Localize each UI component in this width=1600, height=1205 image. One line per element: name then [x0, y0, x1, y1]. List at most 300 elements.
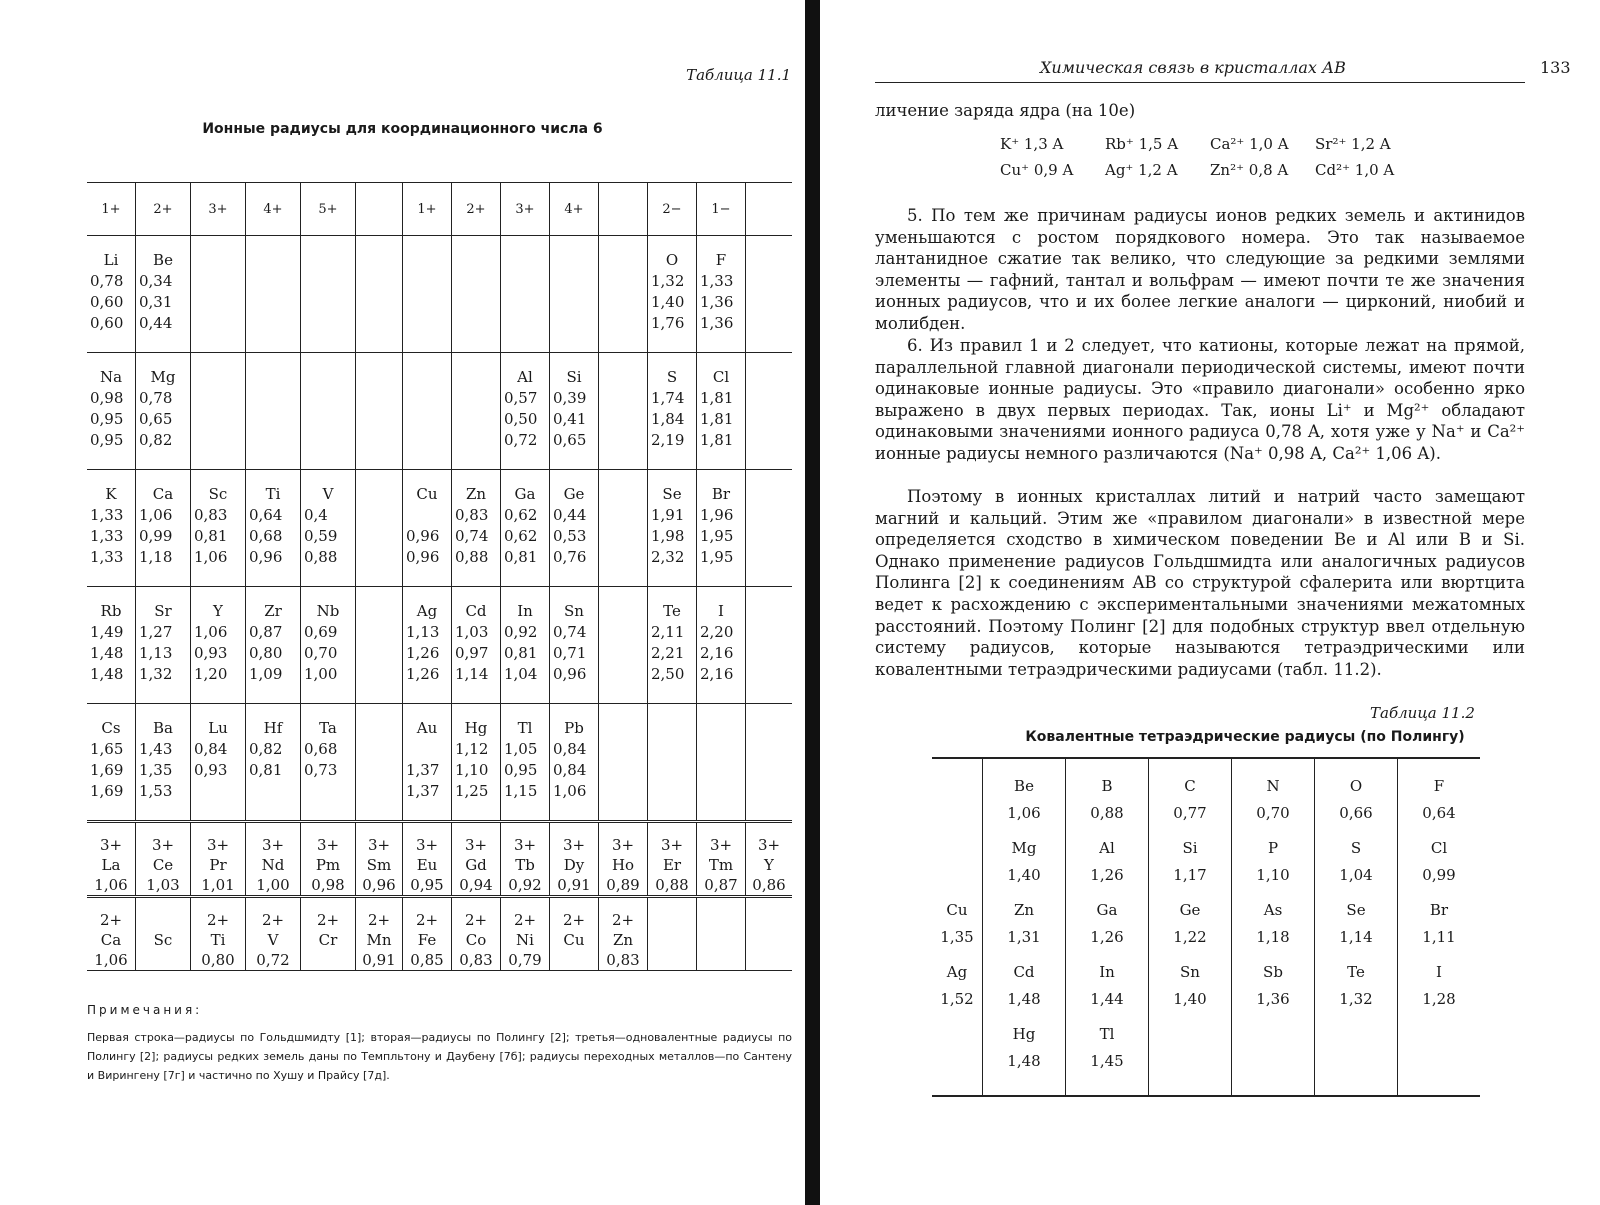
- radius-value: 1,76: [651, 314, 685, 332]
- element-symbol: Nd: [261, 856, 285, 874]
- radius-value: 0,91: [557, 876, 591, 894]
- element-row: [87, 587, 792, 704]
- element-symbol: Cu: [946, 901, 968, 919]
- element-symbol: Te: [1347, 963, 1365, 981]
- element-symbol: La: [101, 856, 121, 874]
- element-cell: [599, 897, 648, 971]
- element-cell: [697, 897, 746, 971]
- radius-value: 1,35: [139, 761, 173, 779]
- covalent-entry: [983, 773, 1065, 835]
- radius-value: 1,10: [1256, 866, 1290, 884]
- charge-label: [651, 910, 693, 930]
- radius-value: [139, 950, 187, 970]
- element-symbol: Mg: [150, 368, 176, 386]
- charge-label: 3+: [316, 836, 340, 854]
- element-cell: [501, 822, 550, 897]
- header-cell: 1−: [697, 183, 746, 236]
- radius-value: 0,93: [194, 761, 228, 779]
- element-cell: [136, 587, 191, 704]
- element-symbol: Sm: [366, 856, 392, 874]
- element-symbol: Tm: [708, 856, 734, 874]
- element-symbol: Ca: [100, 931, 122, 949]
- radius-value: 1,40: [1007, 866, 1041, 884]
- element-symbol: [1149, 1021, 1231, 1048]
- radius-value: 1,28: [1422, 990, 1456, 1008]
- radius-value: 1,26: [1090, 866, 1124, 884]
- radius-value: 1,09: [249, 665, 283, 683]
- element-cell: [136, 353, 191, 470]
- element-symbol: Tl: [1099, 1025, 1115, 1043]
- radius-value: 0,98: [311, 876, 345, 894]
- element-symbol: Br: [1429, 901, 1449, 919]
- radius-value: 1,06: [553, 782, 587, 800]
- element-cell: [403, 470, 452, 587]
- radius-value: 0,76: [553, 548, 587, 566]
- covalent-column: [1149, 758, 1232, 1096]
- charge-label: 3+: [464, 836, 488, 854]
- radius-value: 0,92: [508, 876, 542, 894]
- radius-value: 0,99: [139, 527, 173, 545]
- radius-value: 1,06: [1007, 804, 1041, 822]
- element-symbol: [1398, 1021, 1480, 1048]
- element-cell: [87, 236, 136, 353]
- radius-value: 0,96: [249, 548, 283, 566]
- element-cell: [648, 704, 697, 822]
- element-symbol: Cr: [318, 931, 338, 949]
- radius-value: 0,31: [139, 293, 173, 311]
- header-cell: 5+: [301, 183, 356, 236]
- element-symbol: [932, 1021, 982, 1048]
- radius-value: 1,03: [455, 623, 489, 641]
- radius-value: 0,83: [194, 506, 228, 524]
- element-symbol: Gd: [465, 856, 487, 874]
- covalent-entry: [1232, 959, 1314, 1021]
- radius-value: 1,74: [651, 389, 685, 407]
- element-symbol: C: [1184, 777, 1196, 795]
- element-cell: [356, 470, 403, 587]
- charge-label: 2+: [316, 911, 340, 929]
- covalent-entry: [1149, 773, 1231, 835]
- element-cell: [746, 470, 793, 587]
- element-symbol: Ag: [416, 602, 438, 620]
- radius-value: [553, 950, 595, 970]
- radius-value: 0,70: [1256, 804, 1290, 822]
- radius-value: 1,32: [139, 665, 173, 683]
- radius-value: 1,14: [455, 665, 489, 683]
- radius-value: 1,00: [304, 665, 338, 683]
- element-cell: [191, 587, 246, 704]
- radius-value: [932, 800, 982, 827]
- element-cell: [246, 587, 301, 704]
- element-symbol: Cs: [101, 719, 121, 737]
- element-row: [87, 236, 792, 353]
- element-cell: [550, 470, 599, 587]
- covalent-entry: [1398, 773, 1480, 835]
- element-cell: [403, 236, 452, 353]
- radius-value: 0,87: [249, 623, 283, 641]
- element-cell: [301, 822, 356, 897]
- element-symbol: Ce: [152, 856, 174, 874]
- element-symbol: In: [1099, 963, 1115, 981]
- covalent-entry: [932, 959, 982, 1021]
- element-symbol: Al: [1099, 839, 1115, 857]
- table-header-row: [87, 183, 792, 236]
- element-symbol: Se: [1346, 901, 1366, 919]
- element-symbol: Ti: [265, 485, 281, 503]
- running-header: [875, 58, 1571, 83]
- covalent-entry: [1232, 1021, 1314, 1083]
- radius-value: 0,41: [553, 410, 587, 428]
- radius-value: 1,95: [700, 548, 734, 566]
- element-cell: [356, 236, 403, 353]
- ions-row-1: [1000, 135, 1420, 153]
- element-cell: [356, 353, 403, 470]
- element-symbol: Nb: [316, 602, 340, 620]
- radius-value: [406, 505, 448, 526]
- radius-value: 1,25: [455, 782, 489, 800]
- element-cell: [403, 704, 452, 822]
- radius-value: 1,84: [651, 410, 685, 428]
- element-cell: [648, 587, 697, 704]
- element-symbol: Ti: [210, 931, 226, 949]
- element-cell: [301, 704, 356, 822]
- element-symbol: Zn: [1013, 901, 1035, 919]
- radius-value: 2,16: [700, 644, 734, 662]
- covalent-column: [1066, 758, 1149, 1096]
- element-cell: [501, 353, 550, 470]
- element-cell: [356, 704, 403, 822]
- table-label: Таблица 11.1: [686, 66, 791, 84]
- covalent-column: [1232, 758, 1315, 1096]
- radius-value: 0,95: [90, 431, 124, 449]
- radius-value: 1,18: [1256, 928, 1290, 946]
- notes-text: Первая строка—радиусы по Гольдшмидту [1]; вторая—радиусы по Полингу [2]; третья—одновалентные радиусы по Полингу [2]; радиусы редких земель даны по Темпльтону и Даубену [7б]; радиусы переходных металлов—по Сантену и Вирингену [7г] и частично по Хушу и Прайсу [7д].: [87, 1031, 792, 1082]
- radius-value: 0,95: [410, 876, 444, 894]
- radius-value: 1,37: [406, 782, 440, 800]
- radius-value: 0,60: [90, 314, 124, 332]
- radius-value: 0,97: [455, 644, 489, 662]
- element-cell: [87, 897, 136, 971]
- element-symbol: O: [665, 251, 679, 269]
- element-cell: [599, 822, 648, 897]
- element-symbol: I: [1436, 963, 1442, 981]
- radius-value: [304, 950, 352, 970]
- charge-label: 2+: [464, 911, 488, 929]
- element-cell: [356, 897, 403, 971]
- radius-value: 1,44: [1090, 990, 1124, 1008]
- covalent-entry: [1232, 897, 1314, 959]
- radius-value: 0,99: [1422, 866, 1456, 884]
- element-cell: [501, 470, 550, 587]
- radius-value: 1,22: [1173, 928, 1207, 946]
- element-symbol: Ta: [319, 719, 337, 737]
- radius-value: 1,53: [139, 782, 173, 800]
- covalent-entry: [1398, 897, 1480, 959]
- element-cell: [746, 236, 793, 353]
- element-cell: [501, 236, 550, 353]
- element-symbol: Mg: [1011, 839, 1037, 857]
- radius-value: 2,20: [700, 623, 734, 641]
- radius-value: 0,84: [553, 740, 587, 758]
- element-cell: [648, 353, 697, 470]
- radius-value: 0,74: [455, 527, 489, 545]
- radius-value: 1,33: [90, 527, 124, 545]
- radius-value: 0,72: [504, 431, 538, 449]
- radius-value: 0,89: [606, 876, 640, 894]
- radius-value: 0,84: [553, 761, 587, 779]
- element-cell: [452, 236, 501, 353]
- covalent-entry: [932, 1021, 982, 1083]
- table2-title: Ковалентные тетраэдрические радиусы (по Полингу): [1025, 729, 1465, 745]
- radius-value: [1149, 1048, 1231, 1075]
- header-cell: [599, 183, 648, 236]
- ionic-radii-table: [87, 182, 792, 971]
- charge-label: 2+: [206, 911, 230, 929]
- radius-value: 1,06: [194, 548, 228, 566]
- element-symbol: Dy: [563, 856, 585, 874]
- ions-row-2: [1000, 161, 1420, 179]
- radius-value: 1,13: [139, 644, 173, 662]
- element-cell: [87, 822, 136, 897]
- element-cell: [136, 897, 191, 971]
- element-cell: [550, 236, 599, 353]
- radius-value: 0,81: [194, 527, 228, 545]
- header-cell: 1+: [403, 183, 452, 236]
- element-symbol: Si: [566, 368, 582, 386]
- radius-value: 1,43: [139, 740, 173, 758]
- radius-value: 0,83: [606, 951, 640, 969]
- radius-value: 0,80: [249, 644, 283, 662]
- radius-value: [932, 862, 982, 889]
- radius-value: 1,15: [504, 782, 538, 800]
- radius-value: 1,40: [651, 293, 685, 311]
- element-symbol: Be: [1014, 777, 1034, 795]
- covalent-entry: [983, 959, 1065, 1021]
- covalent-entry: [1315, 835, 1397, 897]
- radius-value: 0,94: [459, 876, 493, 894]
- element-symbol: Zn: [612, 931, 634, 949]
- element-cell: [301, 897, 356, 971]
- element-symbol: Tl: [517, 719, 533, 737]
- radius-value: 1,33: [90, 506, 124, 524]
- element-symbol: Hg: [464, 719, 488, 737]
- radius-value: 1,69: [90, 782, 124, 800]
- element-symbol: I: [718, 602, 724, 620]
- radius-value: 0,96: [406, 527, 440, 545]
- element-cell: [599, 236, 648, 353]
- radius-value: 0,92: [504, 623, 538, 641]
- charge-label: 3+: [415, 836, 439, 854]
- radius-value: 0,50: [504, 410, 538, 428]
- element-cell: [599, 587, 648, 704]
- element-cell: [301, 236, 356, 353]
- radius-value: 1,20: [194, 665, 228, 683]
- covalent-entry: [1398, 835, 1480, 897]
- radius-value: 1,48: [1007, 990, 1041, 1008]
- element-symbol: [700, 930, 742, 950]
- radius-value: 0,65: [139, 410, 173, 428]
- element-symbol: Hg: [1012, 1025, 1036, 1043]
- element-cell: [746, 353, 793, 470]
- element-symbol: Er: [662, 856, 682, 874]
- header-cell: 3+: [501, 183, 550, 236]
- charge-label: 3+: [660, 836, 684, 854]
- element-symbol: [651, 930, 693, 950]
- covalent-radii-table: [932, 757, 1480, 1097]
- element-symbol: F: [715, 251, 727, 269]
- radius-value: 1,95: [700, 527, 734, 545]
- covalent-entry: [1232, 835, 1314, 897]
- element-cell: [87, 587, 136, 704]
- radius-value: 1,35: [940, 928, 974, 946]
- intro-line: личение заряда ядра (на 10e): [875, 101, 1136, 120]
- charge-label: 2+: [261, 911, 285, 929]
- radius-value: 0,34: [139, 272, 173, 290]
- radius-value: 0,81: [504, 548, 538, 566]
- element-cell: [697, 822, 746, 897]
- covalent-entry: [1149, 959, 1231, 1021]
- radius-value: 1,81: [700, 410, 734, 428]
- radius-value: 0,84: [194, 740, 228, 758]
- radius-value: 1,65: [90, 740, 124, 758]
- element-cell: [501, 587, 550, 704]
- element-cell: [87, 470, 136, 587]
- radius-value: 0,80: [201, 951, 235, 969]
- lanthanide-row: [87, 822, 792, 897]
- header-cell: 2+: [136, 183, 191, 236]
- element-symbol: Mn: [366, 931, 392, 949]
- radius-value: 0,83: [455, 506, 489, 524]
- radius-value: 1,26: [406, 665, 440, 683]
- element-cell: [403, 897, 452, 971]
- radius-value: 0,85: [410, 951, 444, 969]
- covalent-entry: [1149, 1021, 1231, 1083]
- radius-value: [249, 781, 297, 802]
- element-cell: [550, 587, 599, 704]
- charge-label: 2+: [562, 911, 586, 929]
- radius-value: 0,68: [304, 740, 338, 758]
- radius-value: 0,44: [553, 506, 587, 524]
- radius-value: 0,88: [1090, 804, 1124, 822]
- page-number: 133: [1540, 58, 1571, 77]
- radius-value: 2,32: [651, 548, 685, 566]
- covalent-entry: [1149, 835, 1231, 897]
- element-symbol: Pm: [315, 856, 341, 874]
- element-symbol: Br: [711, 485, 731, 503]
- covalent-entry: [983, 835, 1065, 897]
- radius-value: 1,48: [90, 644, 124, 662]
- element-symbol: Zn: [465, 485, 487, 503]
- element-symbol: [1232, 1021, 1314, 1048]
- covalent-entry: [983, 897, 1065, 959]
- covalent-entry: [1066, 897, 1148, 959]
- radius-value: 0,91: [362, 951, 396, 969]
- radius-value: 0,79: [508, 951, 542, 969]
- element-symbol: Tb: [515, 856, 535, 874]
- covalent-entry: [1149, 897, 1231, 959]
- covalent-entry: [1398, 1021, 1480, 1083]
- radius-value: 1,36: [1256, 990, 1290, 1008]
- radius-value: 0,81: [504, 644, 538, 662]
- radius-value: 0,88: [655, 876, 689, 894]
- radius-value: 1,32: [651, 272, 685, 290]
- radius-value: 1,81: [700, 431, 734, 449]
- radius-value: 0,88: [455, 548, 489, 566]
- element-cell: [452, 897, 501, 971]
- element-cell: [191, 236, 246, 353]
- element-symbol: Y: [213, 602, 223, 620]
- element-cell: [550, 353, 599, 470]
- radius-value: 1,36: [700, 314, 734, 332]
- radius-value: 0,96: [406, 548, 440, 566]
- charge-label: 3+: [206, 836, 230, 854]
- element-cell: [452, 704, 501, 822]
- radius-value: 0,87: [704, 876, 738, 894]
- radius-value: 1,91: [651, 506, 685, 524]
- header-cell: 2+: [452, 183, 501, 236]
- radius-value: 0,74: [553, 623, 587, 641]
- radius-value: 0,39: [553, 389, 587, 407]
- radius-value: 1,32: [1339, 990, 1373, 1008]
- element-symbol: Co: [465, 931, 487, 949]
- element-symbol: V: [267, 931, 279, 949]
- radius-value: 2,50: [651, 665, 685, 683]
- covalent-column: [983, 758, 1066, 1096]
- element-cell: [599, 353, 648, 470]
- radius-value: 1,04: [1339, 866, 1373, 884]
- covalent-entry: [1066, 1021, 1148, 1083]
- element-symbol: Zr: [264, 602, 282, 620]
- radius-value: 1,31: [1007, 928, 1041, 946]
- element-symbol: V: [322, 485, 334, 503]
- charge-label: [700, 910, 742, 930]
- ion-value: Rb⁺ 1,5 A: [1105, 135, 1179, 153]
- element-cell: [136, 704, 191, 822]
- covalent-entry: [1315, 773, 1397, 835]
- element-symbol: F: [1433, 777, 1445, 795]
- element-cell: [87, 353, 136, 470]
- element-cell: [301, 587, 356, 704]
- element-cell: [648, 822, 697, 897]
- radius-value: 1,00: [256, 876, 290, 894]
- radius-value: 2,11: [651, 623, 685, 641]
- element-cell: [452, 353, 501, 470]
- element-symbol: Fe: [417, 931, 437, 949]
- element-symbol: Sr: [154, 602, 172, 620]
- radius-value: 1,26: [1090, 928, 1124, 946]
- covalent-column: [1398, 758, 1481, 1096]
- element-cell: [648, 897, 697, 971]
- radius-value: [1232, 1048, 1314, 1075]
- radius-value: 1,06: [94, 951, 128, 969]
- element-symbol: Sc: [153, 931, 173, 949]
- element-symbol: Pr: [209, 856, 227, 874]
- radius-value: 0,59: [304, 527, 338, 545]
- covalent-entry: [1315, 1021, 1397, 1083]
- radius-value: 2,19: [651, 431, 685, 449]
- element-cell: [746, 897, 793, 971]
- element-cell: [87, 704, 136, 822]
- radius-value: 1,18: [139, 548, 173, 566]
- element-symbol: As: [1263, 901, 1283, 919]
- table-title: Ионные радиусы для координационного числа 6: [202, 121, 603, 137]
- element-cell: [191, 704, 246, 822]
- element-symbol: Be: [153, 251, 173, 269]
- covalent-entry: [1066, 835, 1148, 897]
- radius-value: 1,98: [651, 527, 685, 545]
- charge-label: [139, 910, 187, 930]
- ion-value: Ca²⁺ 1,0 A: [1210, 135, 1289, 153]
